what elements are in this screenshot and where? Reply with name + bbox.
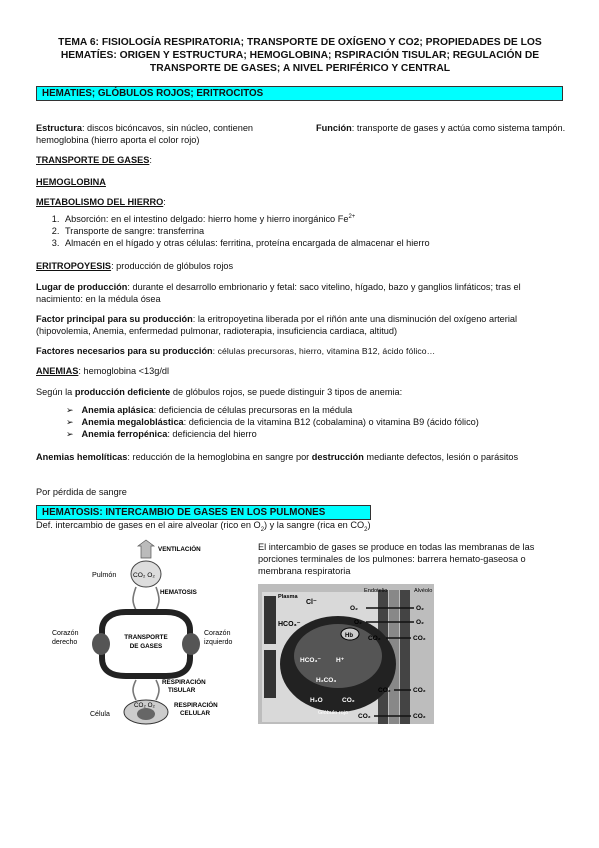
co2-arrow-label-2: CO₂ xyxy=(378,687,391,694)
hco3-inner-label: HCO₃⁻ xyxy=(300,657,321,664)
list-item: 1. Absorción: en el intestino delgado: hierro home y hierro inorgánico $Fe^{2+}$ xyxy=(62,214,587,226)
list-item: 3. Almacén en el hígado y otras células: ferritina, proteína encargada de almacenar el hierro xyxy=(62,238,587,250)
estructura-paragraph xyxy=(36,123,298,147)
resp-tisular-label-1: RESPIRACIÓN xyxy=(162,679,206,686)
gas-transport-diagram xyxy=(52,540,256,716)
endotelio-label: Endotelio xyxy=(364,588,388,594)
water-label: H₂O xyxy=(310,697,323,704)
anemia-types-list xyxy=(52,405,591,441)
transporte-label-2: DE GASES xyxy=(129,643,163,650)
resp-tisular-label-2: TISULAR xyxy=(168,687,196,694)
section-header-hematosis: HEMATOSIS: INTERCAMBIO DE GASES EN LOS PULMONES xyxy=(36,505,371,520)
o2-alveolar-label-1: O₂ xyxy=(416,605,424,612)
corazon-derecho-label-2: derecho xyxy=(52,639,78,646)
perdida-paragraph: Por pérdida de sangre xyxy=(36,487,127,497)
globulo-label: Glóbulo rojo xyxy=(318,710,349,716)
co2-alveolar-label-3: CO₂ xyxy=(413,713,426,720)
funcion-label: Función xyxy=(316,123,352,133)
section-header-hematies: HEMATIES; GLÓBULOS ROJOS; ERITROCITOS xyxy=(36,86,563,101)
o2-arrow-label-1: O₂ xyxy=(350,605,358,612)
metabolismo-heading: METABOLISMO DEL HIERRO: xyxy=(36,197,166,207)
page-title: TEMA 6: FISIOLOGÍA RESPIRATORIA; TRANSPORTE DE OXÍGENO Y CO2; PROPIEDADES DE LOS HEMATÍES: ORIGEN Y ESTRUCTURA; HEMOGLOBINA; RSPIRACIÓN TISULAR; REGULACIÓN DE TRANSPORTE DE GASES; A NIVEL PERIFÉRICO Y CENTRAL xyxy=(58,37,542,75)
lung-gases-label: CO₂ O₂ xyxy=(133,572,155,579)
resp-celular-label-2: CELULAR xyxy=(180,710,211,717)
co2-alveolar-label-2: CO₂ xyxy=(413,687,426,694)
corazon-derecho-label-1: Corazón xyxy=(52,630,79,637)
corazon-izquierdo-label-2: izquierdo xyxy=(204,639,233,646)
plasma-label: Plasma xyxy=(278,594,298,600)
estructura-text: : discos bicóncavos, sin núcleo, contienen hemoglobina (hierro aporta el color rojo) xyxy=(36,123,254,145)
corazon-izquierdo-label-1: Corazón xyxy=(204,630,231,637)
carbonic-acid-label: H₂CO₃ xyxy=(316,677,337,684)
chloride-label: Cl⁻ xyxy=(306,599,317,606)
funcion-paragraph xyxy=(316,123,566,135)
celula-label: Célula xyxy=(90,711,110,718)
co2-arrow-label-1: CO₂ xyxy=(368,635,381,642)
definicion-paragraph: Def. intercambio de gases en el aire alveolar (rico en $O_2$) y la sangre (rica en $CO_2$) xyxy=(36,520,371,533)
transporte-heading: TRANSPORTE DE GASES: xyxy=(36,155,152,165)
bicarbonate-label: HCO₃⁻ xyxy=(278,621,301,628)
eritropoyesis-paragraph: ERITROPOYESIS: producción de glóbulos rojos xyxy=(36,261,234,271)
funcion-text: : transporte de gases y actúa como sistema tampón. xyxy=(351,123,566,133)
o2-arrow-label-2: O₂ xyxy=(354,619,362,626)
factores-paragraph: Factores necesarios para su producción: células precursoras, hierro, vitamina B12, ácido fólico… xyxy=(36,346,436,356)
intercambio-paragraph: El intercambio de gases se produce en todas las membranas de las porciones terminales de los pulmones: barrera hemato-gaseosa o membrana respiratoria xyxy=(258,542,535,576)
list-item: ➢ Anemia aplásica: deficiencia de células precursoras en la médula xyxy=(66,405,591,417)
hemoglobin-label: Hb xyxy=(345,633,353,639)
list-item: ➢ Anemia ferropénica: deficiencia del hierro xyxy=(66,429,591,441)
hemoglobina-heading: HEMOGLOBINA xyxy=(36,177,106,187)
estructura-label: Estructura xyxy=(36,123,82,133)
hematosis-label: HEMATOSIS xyxy=(160,589,197,596)
list-item: 2. Transporte de sangre: transferrina xyxy=(62,226,587,238)
lugar-paragraph: Lugar de producción: durante el desarrollo embrionario y fetal: saco vitelino, hígado, bazo y ganglios linfáticos; tras el nacimiento: en la médula ósea xyxy=(36,282,521,304)
anemias-paragraph: ANEMIAS: hemoglobina <13g/dl xyxy=(36,366,170,376)
hemoliticas-paragraph: Anemias hemolíticas: reducción de la hemoglobina en sangre por destrucción mediante defectos, lesión o parásitos xyxy=(36,452,519,462)
cell-gases-label: CO₂ O₂ xyxy=(134,702,155,709)
list-item: ➢ Anemia megaloblástica: deficiencia de la vitamina B12 (cobalamina) o vitamina B9 (ácido fólico) xyxy=(66,417,591,429)
segun-paragraph: Según la producción deficiente de glóbulos rojos, se puede distinguir 3 tipos de anemia: xyxy=(36,387,403,397)
resp-celular-label-1: RESPIRACIÓN xyxy=(174,702,218,709)
ventilacion-label: VENTILACIÓN xyxy=(158,546,201,553)
o2-alveolar-label-2: O₂ xyxy=(416,619,424,626)
cell-diagram xyxy=(86,696,236,726)
proton-label: H⁺ xyxy=(336,657,345,664)
co2-alveolar-label-1: CO₂ xyxy=(413,635,426,642)
transporte-label-1: TRANSPORTE xyxy=(124,634,168,641)
alveolar-exchange-diagram xyxy=(258,584,434,724)
co2-inner-label: CO₂ xyxy=(342,697,355,704)
co2-arrow-label-3: CO₂ xyxy=(358,713,371,720)
iron-list xyxy=(42,214,587,250)
factor-paragraph: Factor principal para su producción: la eritropoyetina liberada por el riñón ante una disminución del oxígeno arterial (hipovolemia, Anemia, enfermedad pulmonar, radioterapia, insuficiencia cardiaca, altitud) xyxy=(36,314,518,336)
pulmon-label: Pulmón xyxy=(92,570,117,579)
alveolo-label: Alvéolo xyxy=(414,588,433,594)
